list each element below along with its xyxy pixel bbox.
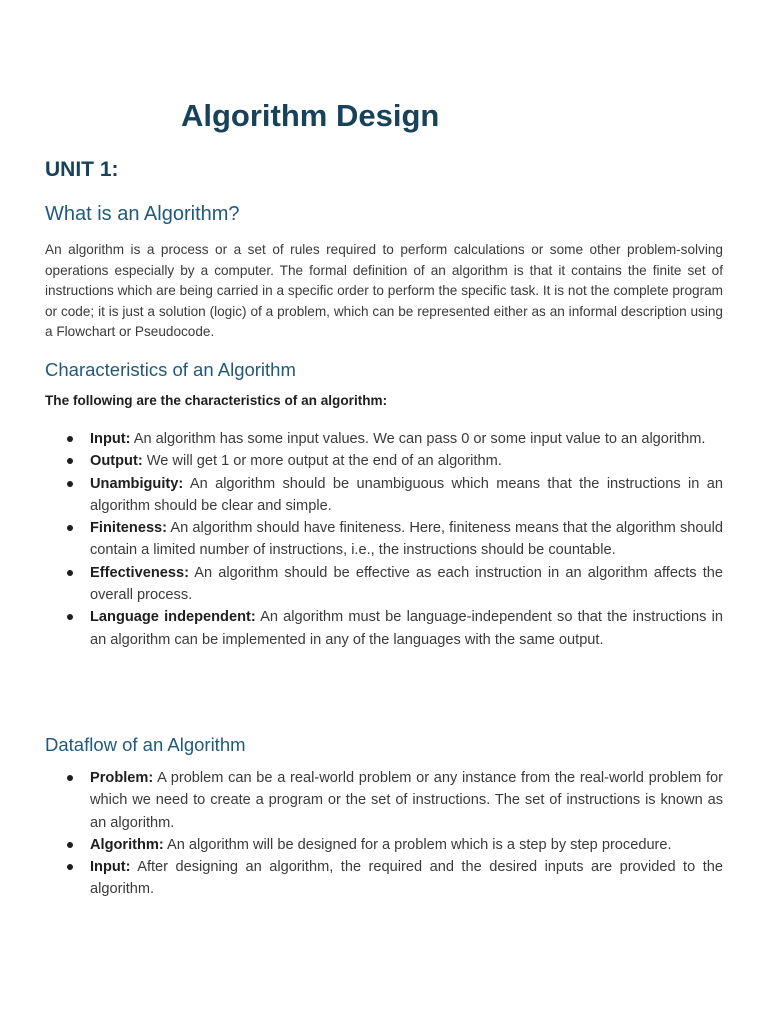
list-item-term: Algorithm:	[90, 836, 164, 853]
list-item	[45, 473, 723, 518]
bullet-icon	[67, 842, 73, 848]
list-item	[45, 450, 723, 472]
list-item-text: An algorithm must be language-independent so that the instructions in an algorithm can be implemented in any of the languages with the same output.	[90, 609, 723, 648]
bullet-icon	[67, 481, 73, 487]
document-title: Algorithm Design	[181, 98, 440, 133]
list-item	[45, 834, 723, 856]
list-item-text: An algorithm has some input values. We can pass 0 or some input value to an algorithm.	[130, 431, 706, 447]
list-item	[45, 767, 723, 834]
intro-paragraph: An algorithm is a process or a set of rules required to perform calculations or some other problem-solving operations especially by a computer. The formal definition of an algorithm is that it contains the finite set of instructions which are being carried in a specific order to perform the specific task. It is not the complete program or code; it is just a solution (logic) of a problem, which can be represented either as an informal description using a Flowchart or Pseudocode.	[45, 242, 723, 339]
list-item-text: We will get 1 or more output at the end of an algorithm.	[142, 453, 502, 470]
bullet-icon	[67, 614, 73, 620]
characteristics-lead: The following are the characteristics of an algorithm:	[45, 393, 388, 408]
list-item-term: Input:	[90, 859, 131, 876]
list-item-term: Unambiguity:	[90, 475, 184, 492]
list-item-text: An algorithm should be effective as each instruction in an algorithm affects the overall process.	[90, 564, 723, 604]
list-item-text: An algorithm will be designed for a problem which is a step by step procedure.	[163, 836, 672, 853]
dataflow-list	[45, 767, 723, 901]
list-item-term: Problem:	[90, 770, 154, 786]
section-heading-dataflow: Dataflow of an Algorithm	[45, 734, 246, 755]
bullet-icon	[67, 525, 73, 531]
list-item	[45, 562, 723, 607]
bullet-icon	[67, 775, 73, 781]
list-item-term: Language independent:	[90, 609, 256, 626]
unit-heading: UNIT 1:	[45, 158, 119, 181]
list-item	[45, 428, 723, 450]
list-item-term: Finiteness:	[90, 520, 168, 537]
list-item-term: Input:	[90, 431, 131, 447]
list-item-term: Output:	[90, 453, 143, 470]
bullet-icon	[67, 436, 73, 442]
list-item	[45, 856, 723, 901]
bullet-icon	[67, 570, 73, 576]
list-item-text: An algorithm should have finiteness. Here, finiteness means that the algorithm should contain a limited number of instructions, i.e., the instructions should be countable.	[90, 520, 723, 559]
list-item-text: After designing an algorithm, the required and the desired inputs are provided to the algorithm.	[90, 859, 723, 898]
section-heading-what-is-algorithm: What is an Algorithm?	[45, 203, 240, 225]
list-item-text: An algorithm should be unambiguous which means that the instructions in an algorithm should be clear and simple.	[90, 475, 723, 514]
characteristics-list	[45, 428, 723, 651]
list-item	[45, 606, 723, 651]
list-item-text: A problem can be a real-world problem or any instance from the real-world problem for which we need to create a program or the set of instructions. The set of instructions is known as an algorithm.	[90, 770, 723, 831]
bullet-icon	[67, 458, 73, 464]
list-item-term: Effectiveness:	[90, 564, 189, 581]
section-heading-characteristics: Characteristics of an Algorithm	[45, 359, 296, 380]
bullet-icon	[67, 864, 73, 870]
list-item	[45, 517, 723, 562]
